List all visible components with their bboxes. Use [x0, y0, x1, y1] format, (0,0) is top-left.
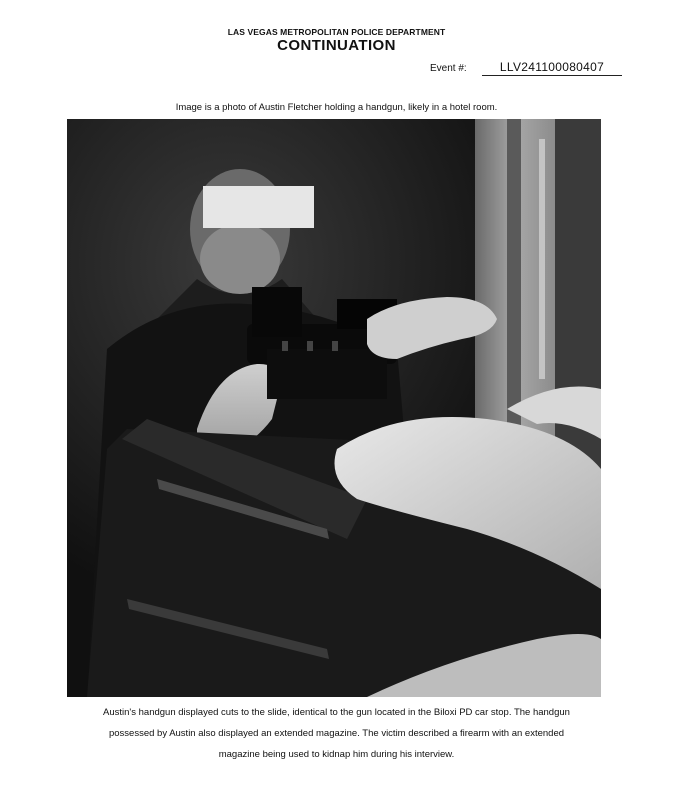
document-title: CONTINUATION: [277, 37, 396, 54]
event-label: Event #:: [430, 63, 467, 74]
event-number: LLV241100080407: [482, 60, 622, 76]
department-heading: LAS VEGAS METROPOLITAN POLICE DEPARTMENT: [227, 27, 446, 37]
evidence-photo: [67, 119, 601, 697]
redaction-box: [203, 186, 314, 228]
photo-caption: Image is a photo of Austin Fletcher holding a handgun, likely in a hotel room.: [175, 102, 498, 113]
narrative-text: [30, 702, 643, 765]
narrative-line: Austin's handgun displayed cuts to the slide, identical to the gun located in the Biloxi PD car stop. The handgun: [103, 707, 570, 718]
narrative-line: magazine being used to kidnap him during his interview.: [218, 749, 455, 760]
event-number-row: [430, 60, 630, 76]
narrative-line: possessed by Austin also displayed an extended magazine. The victim described a firearm with an extended: [108, 728, 565, 739]
